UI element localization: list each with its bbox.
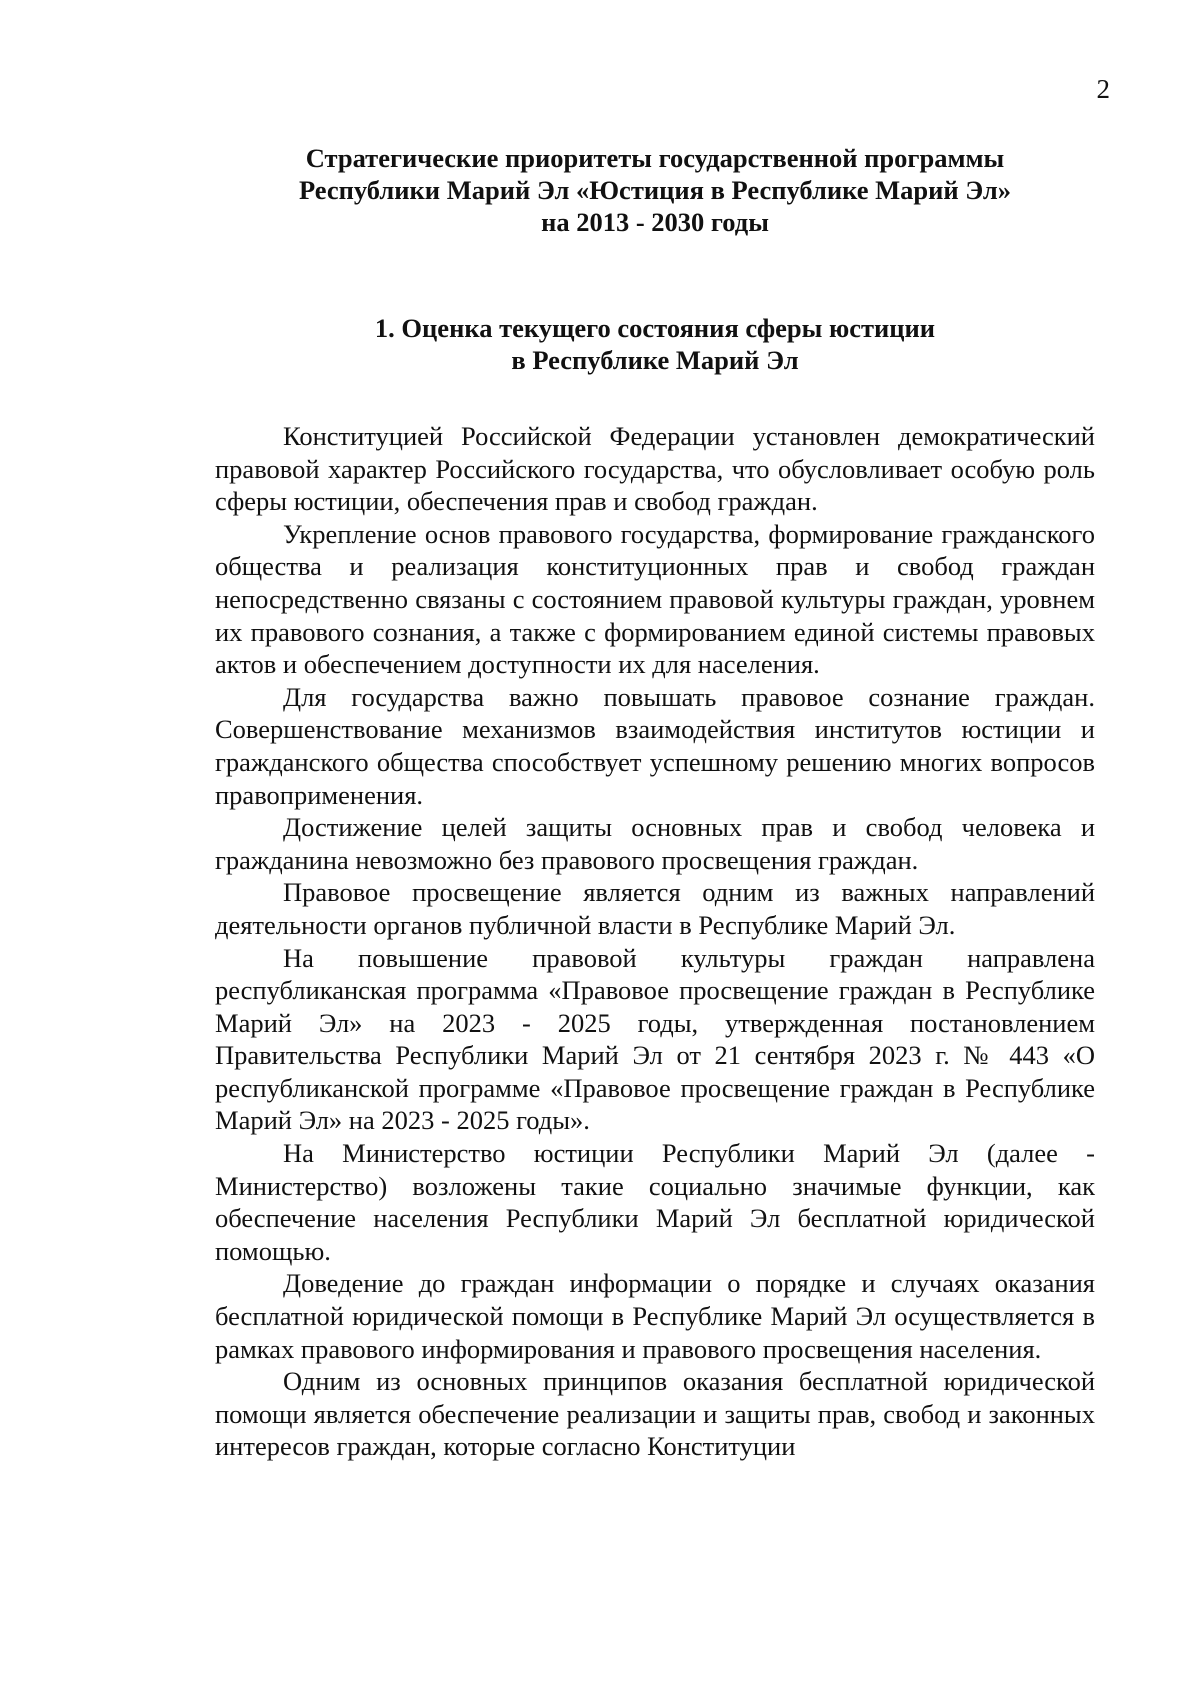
paragraph: Правовое просвещение является одним из важных направлений деятельности органов публичной власти в Республике Марий Эл. [215,877,1095,940]
paragraph: На повышение правовой культуры граждан направлена республиканская программа «Правовое просвещение граждан в Республике Марий Эл» на 2023 - 2025 годы, утвержденная постановлением Правительства Республики Марий Эл от 21 сентября 2023 г. № 443 «О республиканской программе «Правовое просвещение граждан в Республике Марий Эл» на 2023 - 2025 годы». [215,942,1095,1136]
paragraph: Укрепление основ правового государства, формирование гражданского общества и реализация конституционных прав и свобод граждан непосредственно связаны с состоянием правовой культуры граждан, уровнем их правового сознания, а также с формированием единой системы правовых актов и обеспечением доступности их для населения. [215,518,1095,680]
document-title-line: Стратегические приоритеты государственной программы [305,143,1005,173]
paragraph: Конституцией Российской Федерации установлен демократический правовой характер Российского государства, что обусловливает особую роль сферы юстиции, обеспечения прав и свобод граждан. [215,421,1095,517]
body-text [215,420,1095,1463]
paragraph: Одним из основных принципов оказания бесплатной юридической помощи является обеспечение реализации и защиты прав, свобод и законных интересов граждан, которые согласно Конституции [215,1366,1095,1462]
section-heading-line: 1. Оценка текущего состояния сферы юстиции [374,313,936,343]
paragraph: Достижение целей защиты основных прав и свобод человека и гражданина невозможно без правового просвещения граждан. [215,812,1095,875]
section-heading-line: в Республике Марий Эл [511,345,799,375]
paragraph: Доведение до граждан информации о порядке и случаях оказания бесплатной юридической помощи в Республике Марий Эл осуществляется в рамках правового информирования и правового просвещения населения. [215,1268,1095,1364]
section-heading [200,312,1110,376]
page-number: 2 [1096,74,1110,104]
document-title-line: на 2013 - 2030 годы [541,207,769,237]
paragraph: На Министерство юстиции Республики Марий Эл (далее - Министерство) возложены такие социально значимые функции, как обеспечение населения Республики Марий Эл бесплатной юридической помощью. [215,1138,1095,1266]
document-title-line: Республики Марий Эл «Юстиция в Республике Марий Эл» [298,175,1012,205]
paragraph: Для государства важно повышать правовое сознание граждан. Совершенствование механизмов взаимодействия институтов юстиции и гражданского общества способствует успешному решению многих вопросов правоприменения. [215,681,1095,810]
document-title [200,142,1110,238]
